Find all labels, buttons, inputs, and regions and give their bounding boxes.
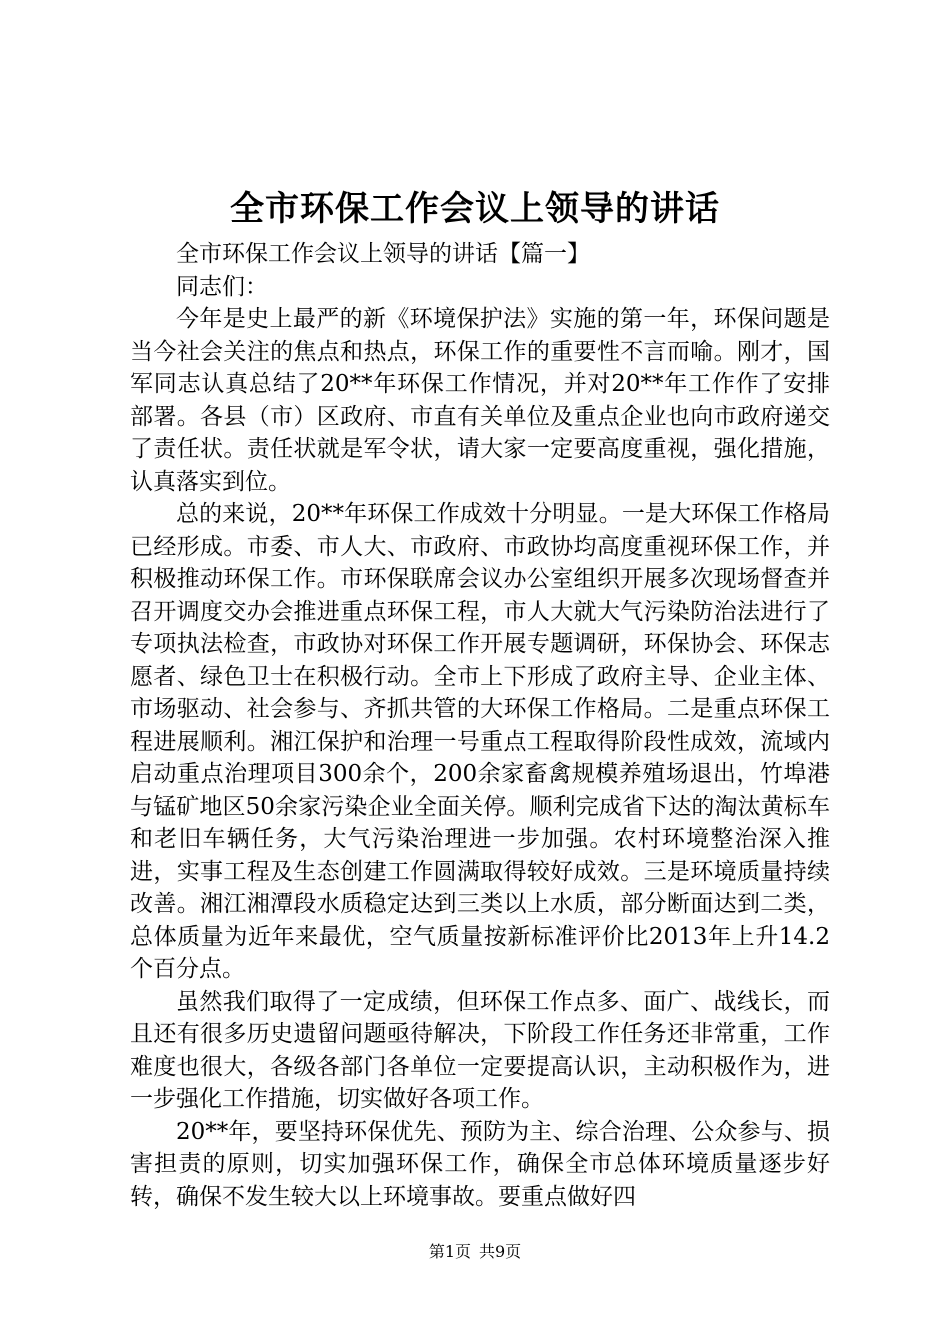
document-title: 全市环保工作会议上领导的讲话 [230, 189, 720, 229]
body-paragraph: 今年是史上最严的新《环境保护法》实施的第一年，环保问题是当今社会关注的焦点和热点，环保工作的重要性不言而喻。刚才，国军同志认真总结了20**年环保工作情况，并对20**年工作作了安排部署。各县（市）区政府、市直有关单位及重点企业也向市政府递交了责任状。责任状就是军令状，请大家一定要高度重视，强化措施，认真落实到位。 [130, 306, 830, 495]
body-paragraph: 20**年，要坚持环保优先、预防为主、综合治理、公众参与、损害担责的原则，切实加强环保工作，确保全市总体环境质量逐步好转，确保不发生较大以上环境事故。要重点做好四 [130, 1118, 830, 1210]
document-body [130, 238, 830, 1213]
salutation: 同志们： [176, 273, 268, 300]
page-footer [0, 1240, 950, 1264]
page-total: 共9页 [479, 1242, 522, 1261]
section-heading: 全市环保工作会议上领导的讲话【篇一】 [176, 241, 590, 267]
body-paragraph: 虽然我们取得了一定成绩，但环保工作点多、面广、战线长，而且还有很多历史遗留问题亟待解决，下阶段工作任务还非常重，工作难度也很大，各级各部门各单位一定要提高认识，主动积极作为，进一步强化工作措施，切实做好各项工作。 [130, 988, 830, 1112]
body-paragraph: 总的来说，20**年环保工作成效十分明显。一是大环保工作格局已经形成。市委、市人大、市政府、市政协均高度重视环保工作，并积极推动环保工作。市环保联席会议办公室组织开展多次现场督查并召开调度交办会推进重点环保工程，市人大就大气污染防治法进行了专项执法检查，市政协对环保工作开展专题调研，环保协会、环保志愿者、绿色卫士在积极行动。全市上下形成了政府主导、企业主体、市场驱动、社会参与、齐抓共管的大环保工作格局。二是重点环保工程进展顺利。湘江保护和治理一号重点工程取得阶段性成效，流域内启动重点治理项目300余个，200余家畜禽规模养殖场退出，竹埠港与锰矿地区50余家污染企业全面关停。顺利完成省下达的淘汰黄标车和老旧车辆任务，大气污染治理进一步加强。农村环境整治深入推进，实事工程及生态创建工作圆满取得较好成效。三是环境质量持续改善。湘江湘潭段水质稳定达到三类以上水质，部分断面达到二类，总体质量为近年来最优，空气质量按新标准评价比2013年上升14.2个百分点。 [130, 501, 830, 982]
page-number: 第1页 [428, 1242, 471, 1261]
